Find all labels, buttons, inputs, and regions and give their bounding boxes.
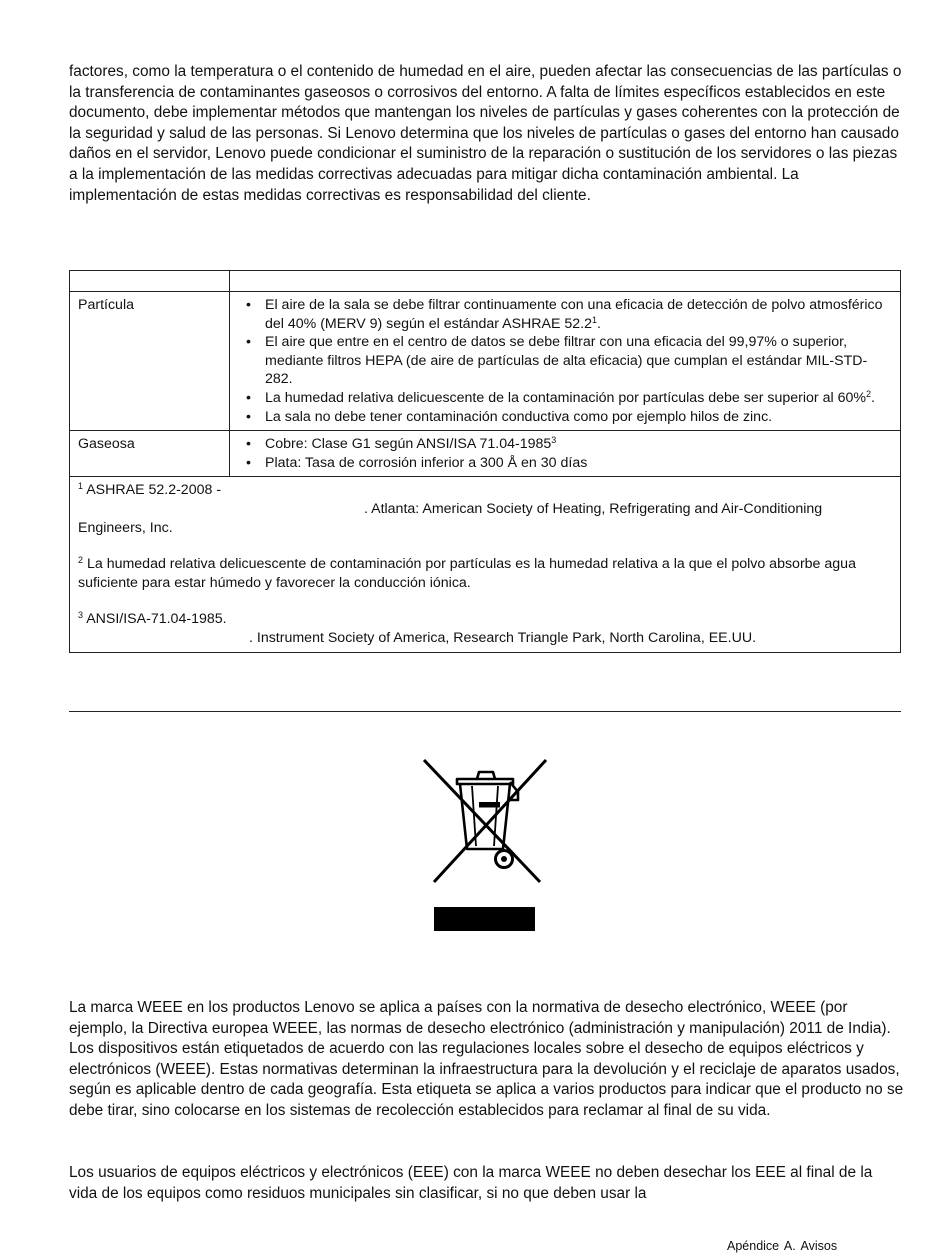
table-header-cell [230, 271, 901, 292]
list-item: • La humedad relativa delicuescente de la contaminación por partículas debe ser superior al 60%$^2$. [265, 389, 892, 408]
footnote-1: $^1$ ASHRAE 52.2-2008 - . Atlanta: American Society of Heating, Refrigerating and Air-Conditioning Engineers, Inc. [78, 481, 823, 536]
section-divider [69, 711, 901, 712]
table-row [70, 431, 901, 477]
contamination-limits-table [69, 270, 901, 653]
list-item: • La sala no debe tener contaminación conductiva como por ejemplo hilos de zinc. [265, 408, 892, 427]
list-item: • Plata: Tasa de corrosión inferior a 300 Å en 30 días [265, 454, 892, 473]
table-header-row [70, 271, 901, 292]
table-footnotes-row [70, 477, 901, 652]
row-content-gaseous [230, 431, 901, 477]
list-item: • El aire de la sala se debe filtrar continuamente con una eficacia de detección de polvo atmosférico del 40% (MERV 9) según el estándar ASHRAE 52.2$^1$. [265, 296, 892, 333]
weee-solid-bar [434, 907, 535, 931]
intro-paragraph: factores, como la temperatura o el contenido de humedad en el aire, pueden afectar las consecuencias de las partículas o la transferencia de contaminantes gaseosos o corrosivos del entorno. A falta de límites específicos establecidos en este documento, debe implementar métodos que mantengan los niveles de partículas y gases coherentes con la protección de la seguridad y salud de las personas. Si Lenovo determina que los niveles de partículas o gases del entorno han causado daños en el servidor, Lenovo puede condicionar el suministro de la reparación o sustitución de los servidores o las piezas a la implementación de las medidas correctivas adecuadas para mitigar dicha contaminación ambiental. La implementación de estas medidas correctivas es responsabilidad del cliente. [69, 63, 902, 204]
row-content-particle [230, 292, 901, 431]
page-footer: Apéndice A. Avisos [727, 1239, 838, 1253]
footnote-3: $^3$ ANSI/ISA-71.04-1985. . Instrument Society of America, Research Triangle Park, North Carolina, EE.UU. [78, 610, 757, 646]
footnote-2: $^2$ La humedad relativa delicuescente de contaminación por partículas es la humedad relativa a la que el polvo absorbe agua suficiente para estar húmedo y favorecer la conducción iónica. [78, 555, 856, 591]
weee-paragraph-1: La marca WEEE en los productos Lenovo se aplica a países con la normativa de desecho electrónico, WEEE (por ejemplo, la Directiva europea WEEE, las normas de desecho electrónico (administración y manipulación) 2011 de India). Los dispositivos están etiquetados de acuerdo con las regulaciones locales sobre el desecho de equipos eléctricos y electrónicos (WEEE). Estas normativas determinan la infraestructura para la devolución y el reciclaje de aparatos usados, según es aplicable dentro de cada geografía. Esta etiqueta se aplica a varios productos para indicar que el producto no se debe tirar, sino colocarse en los sistemas de recolección establecidos para reclamar al final de su vida. [69, 999, 904, 1119]
list-item: • Cobre: Clase G1 según ANSI/ISA 71.04-1985$^3$ [265, 435, 892, 454]
row-label-particle: Partícula [70, 292, 230, 431]
table-header-cell [70, 271, 230, 292]
crossed-out-wheelie-bin-icon [420, 754, 550, 886]
table-footnotes [70, 477, 901, 652]
particle-limits-list [238, 296, 892, 426]
gaseous-limits-list [238, 435, 892, 472]
weee-paragraph-2: Los usuarios de equipos eléctricos y electrónicos (EEE) con la marca WEEE no deben desechar los EEE al final de la vida de los equipos como residuos municipales sin clasificar, si no que deben usar la [69, 1164, 873, 1202]
list-item: • El aire que entre en el centro de datos se debe filtrar con una eficacia del 99,97% o superior, mediante filtros HEPA (de aire de partículas de alta eficacia) que cumplan el estándar MIL-STD-282. [265, 333, 892, 389]
row-label-gaseous: Gaseosa [70, 431, 230, 477]
table-row [70, 292, 901, 431]
